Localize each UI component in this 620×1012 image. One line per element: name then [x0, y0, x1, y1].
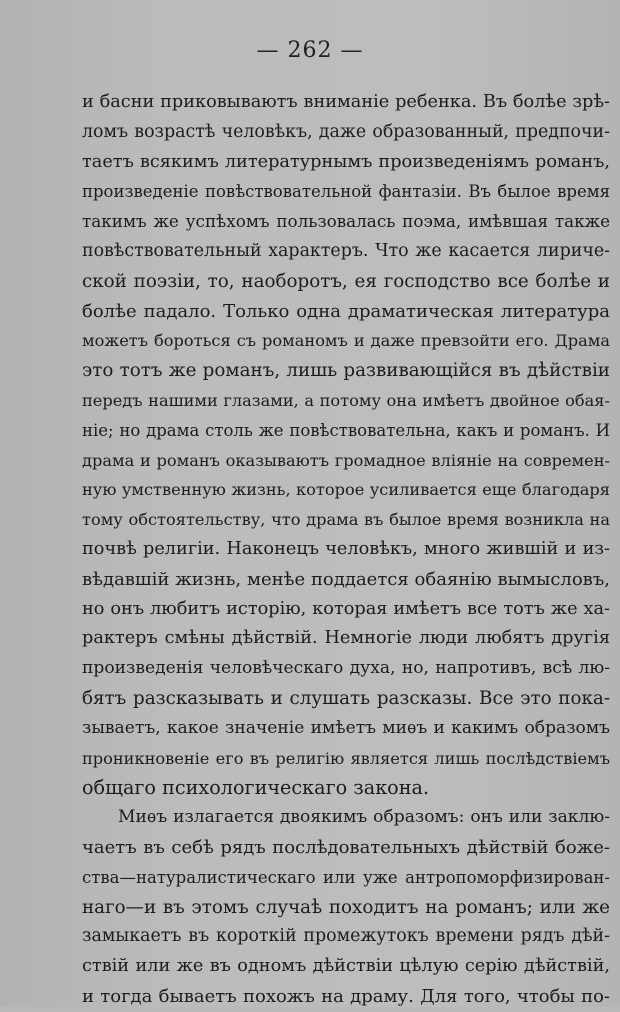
text-line: болѣе падало. Только одна драматическая литература: [82, 300, 610, 322]
text-line: почвѣ религіи. Наконецъ человѣкъ, много жившій и из-: [82, 538, 610, 559]
text-line: произведеніе повѣствовательной фантазіи. Въ былое время: [82, 182, 610, 202]
body-text: [82, 88, 610, 1012]
paragraph-end-line: общаго психологическаго закона.: [82, 776, 430, 800]
text-line: ную умственную жизнь, которое усиливается еще благодаря: [82, 480, 610, 500]
text-line: тому обстоятельству, что драма въ былое время возникла на: [82, 510, 610, 530]
text-line: это тотъ же романъ, лишь развивающійся въ дѣйствіи: [82, 360, 610, 382]
text-line: чаетъ въ себѣ рядъ послѣдовательныхъ дѣйствій боже-: [82, 836, 610, 858]
text-line: ства—натуралистическаго или уже антропоморфизирован-: [82, 867, 610, 887]
text-line: повѣствовательный характеръ. Что же касается лириче-: [82, 240, 610, 261]
page-number: — 262 —: [256, 38, 364, 63]
text-line: ломъ возрастѣ человѣкъ, даже образованный, предпочи-: [82, 121, 610, 142]
text-line: наго—и въ этомъ случаѣ походитъ на романъ; или же: [82, 896, 610, 918]
text-line: и тогда бываетъ похожъ на драму. Для того, чтобы по-: [82, 985, 610, 1007]
text-line: вѣдавшій жизнь, менѣе поддается обаянію вымысловъ,: [82, 568, 610, 590]
text-line: ской поэзіи, то, наоборотъ, ея господство все болѣе и: [82, 270, 610, 292]
text-line: рактеръ смѣны дѣйствій. Немногіе люди любятъ другія: [82, 628, 610, 649]
text-line: передъ нашими глазами, а потому она имѣетъ двойное обая-: [82, 390, 610, 410]
text-line: произведенія человѣческаго духа, но, напротивъ, всѣ лю-: [82, 658, 610, 679]
text-line: бятъ разсказывать и слушать разсказы. Все это пока-: [82, 687, 610, 709]
text-line: ніе; но драма столь же повѣствовательна, какъ и романъ. И: [82, 420, 610, 440]
text-line: замыкаетъ въ короткій промежутокъ времени рядъ дѣй-: [82, 926, 610, 947]
text-line: ствій или же въ одномъ дѣйствіи цѣлую серію дѣйствій,: [82, 956, 610, 977]
text-line: таетъ всякимъ литературнымъ произведеніямъ романъ,: [82, 151, 610, 172]
text-line: драма и романъ оказываютъ громадное вліяніе на современ-: [82, 450, 610, 470]
text-line: такимъ же успѣхомъ пользовалась поэма, имѣвшая также: [82, 211, 610, 232]
text-line: но онъ любитъ исторію, которая имѣетъ все тотъ же ха-: [82, 598, 610, 619]
text-line: и басни приковываютъ вниманіе ребенка. Въ болѣе зрѣ-: [82, 92, 610, 112]
text-line: проникновеніе его въ религію является лишь послѣдствіемъ: [82, 748, 610, 768]
paragraph-start-line: Миѳъ излагается двоякимъ образомъ: онъ или заклю-: [118, 807, 610, 828]
text-line: можетъ бороться съ романомъ и даже превзойти его. Драма: [82, 331, 610, 351]
text-line: зываетъ, какое значеніе имѣетъ миѳъ и какимъ образомъ: [82, 717, 610, 738]
